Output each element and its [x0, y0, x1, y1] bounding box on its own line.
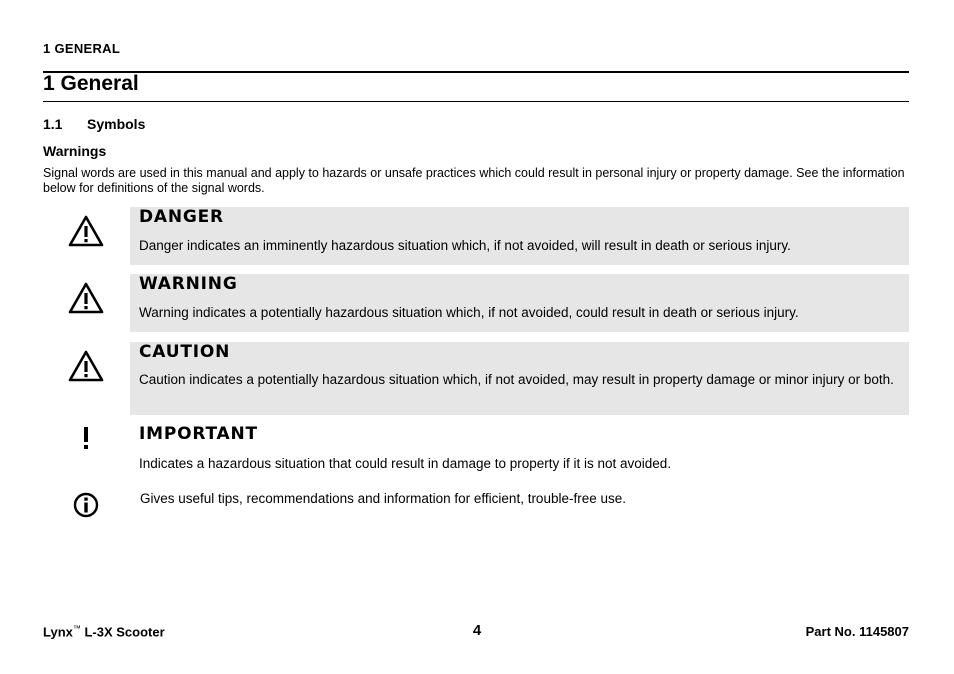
section-title: [43, 116, 145, 132]
warning-triangle-icon: [68, 282, 104, 314]
danger-title: DANGER: [139, 207, 224, 227]
caution-text: Caution indicates a potentially hazardous situation which, if not avoided, may result in property damage or minor injury or both.: [139, 372, 894, 387]
subsection-title: Warnings: [43, 143, 107, 159]
info-icon: [73, 492, 99, 518]
header-rule-top: [43, 71, 909, 73]
header-rule-bottom: [43, 101, 909, 102]
trademark-symbol: ™: [72, 624, 81, 633]
warning-triangle-icon: [68, 215, 104, 247]
info-notice: [130, 489, 909, 513]
info-text: Gives useful tips, recommendations and information for efficient, trouble-free use.: [140, 491, 626, 506]
warning-icon-cell: [66, 278, 106, 318]
important-title: IMPORTANT: [139, 424, 258, 444]
running-header: 1 GENERAL: [43, 41, 121, 56]
danger-icon-cell: [66, 211, 106, 251]
important-notice: [130, 424, 909, 478]
warning-notice: [130, 274, 909, 332]
warning-triangle-icon: [68, 350, 104, 382]
exclamation-icon: [81, 426, 91, 450]
caution-title: CAUTION: [139, 342, 231, 362]
warning-title: WARNING: [139, 274, 238, 294]
chapter-title: 1 General: [43, 72, 139, 95]
footer-part-number: Part No. 1145807: [805, 624, 909, 639]
caution-notice: [130, 342, 909, 415]
section-number: 1.1: [43, 116, 63, 132]
caution-icon-cell: [66, 346, 106, 386]
footer-product: [43, 624, 165, 639]
footer-product-model: L-3X Scooter: [80, 624, 165, 640]
footer-product-name: Lynx: [43, 624, 73, 640]
info-icon-cell: [66, 485, 106, 525]
intro-paragraph: Signal words are used in this manual and apply to hazards or unsafe practices which could result in personal injury or property damage. See the information below for definitions of the signal words.: [43, 166, 905, 195]
warning-text: Warning indicates a potentially hazardous situation which, if not avoided, could result in death or serious injury.: [139, 305, 799, 320]
page-number: 4: [472, 622, 482, 639]
danger-text: Danger indicates an imminently hazardous situation which, if not avoided, will result in death or serious injury.: [139, 238, 791, 253]
danger-notice: [130, 207, 909, 265]
important-icon-cell: [66, 418, 106, 458]
section-name: Symbols: [87, 116, 146, 132]
important-text: Indicates a hazardous situation that could result in damage to property if it is not avoided.: [139, 456, 672, 471]
